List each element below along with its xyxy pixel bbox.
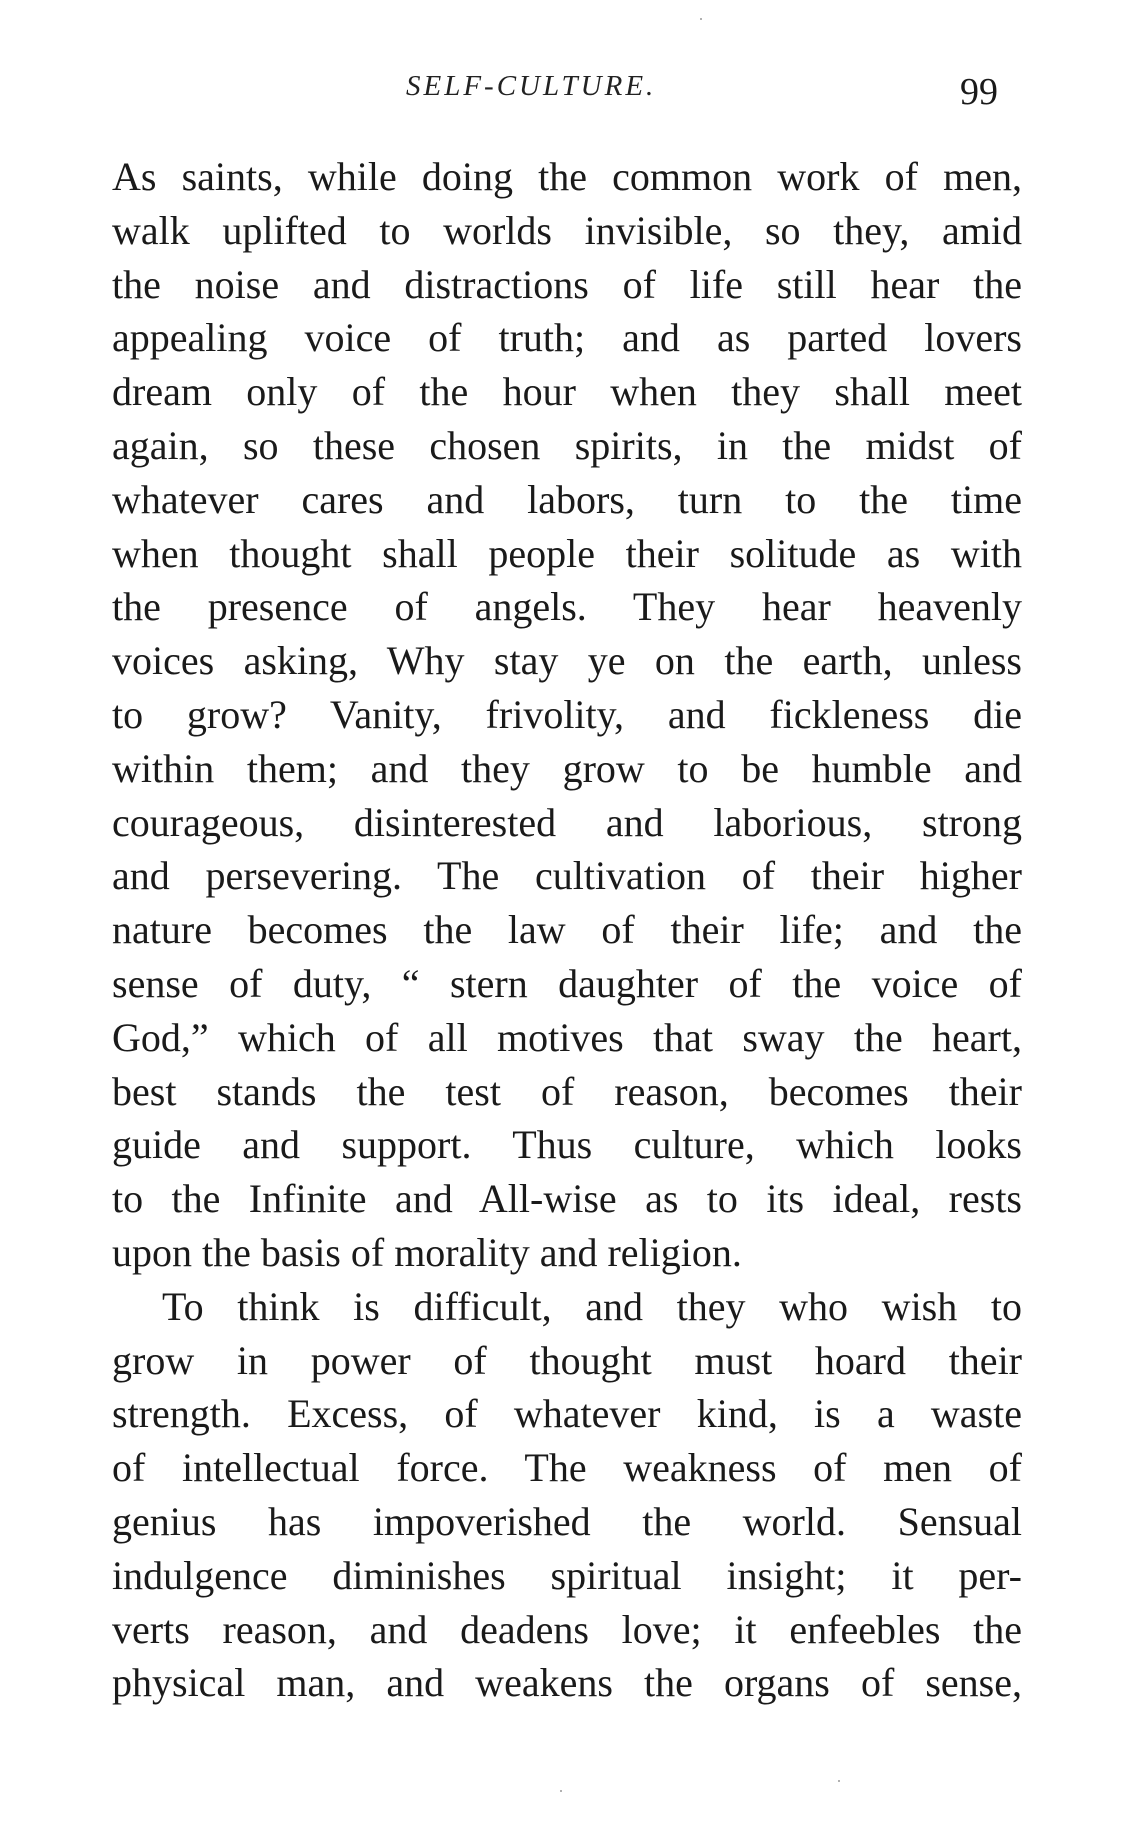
text-line: guide and support. Thus culture, which looks (112, 1122, 1022, 1168)
paragraph-1 (112, 150, 1022, 1280)
paragraph-2 (112, 1280, 1022, 1710)
text-line: genius has impoverished the world. Sensual (112, 1498, 1022, 1544)
text-line: whatever cares and labors, turn to the time (112, 476, 1022, 522)
paper-speck (700, 18, 702, 20)
text-line: of intellectual force. The weakness of men of (112, 1445, 1022, 1491)
paper-speck (838, 1780, 840, 1782)
text-line: best stands the test of reason, becomes their (112, 1068, 1022, 1114)
text-line: sense of duty, “ stern daughter of the voice of (112, 960, 1022, 1006)
text-line: walk uplifted to worlds invisible, so they, amid (112, 207, 1022, 253)
page-number: 99 (960, 71, 998, 113)
text-line: when thought shall people their solitude as with (112, 530, 1022, 576)
text-line: and persevering. The cultivation of their higher (112, 853, 1022, 899)
text-line: to grow? Vanity, frivolity, and fickleness die (112, 691, 1022, 737)
text-line: nature becomes the law of their life; and the (112, 907, 1022, 953)
text-line: to the Infinite and All-wise as to its ideal, rests (112, 1176, 1022, 1222)
text-line: within them; and they grow to be humble and (112, 745, 1022, 791)
text-line: God,” which of all motives that sway the heart, (112, 1014, 1022, 1060)
text-line: upon the basis of morality and religion. (112, 1229, 742, 1275)
text-line: the noise and distractions of life still hear the (112, 261, 1022, 307)
text-line: As saints, while doing the common work of men, (112, 154, 1022, 199)
text-line: voices asking, Why stay ye on the earth, unless (112, 638, 1022, 684)
body-text (112, 150, 1022, 1710)
text-line: appealing voice of truth; and as parted lovers (112, 315, 1022, 361)
text-line: indulgence diminishes spiritual insight; it per- (112, 1552, 1022, 1598)
text-line: grow in power of thought must hoard their (112, 1337, 1022, 1383)
text-line: verts reason, and deadens love; it enfeebles the (112, 1606, 1022, 1652)
text-line: To think is difficult, and they who wish to (162, 1283, 1022, 1329)
text-line: courageous, disinterested and laborious, strong (112, 799, 1022, 845)
paper-speck (560, 1790, 562, 1792)
text-line: dream only of the hour when they shall meet (112, 369, 1022, 415)
text-line: again, so these chosen spirits, in the midst of (112, 422, 1022, 468)
running-head: SELF-CULTURE. (406, 70, 657, 102)
text-line: physical man, and weakens the organs of sense, (112, 1660, 1022, 1706)
text-line: strength. Excess, of whatever kind, is a waste (112, 1391, 1022, 1437)
text-line: the presence of angels. They hear heavenly (112, 584, 1022, 630)
